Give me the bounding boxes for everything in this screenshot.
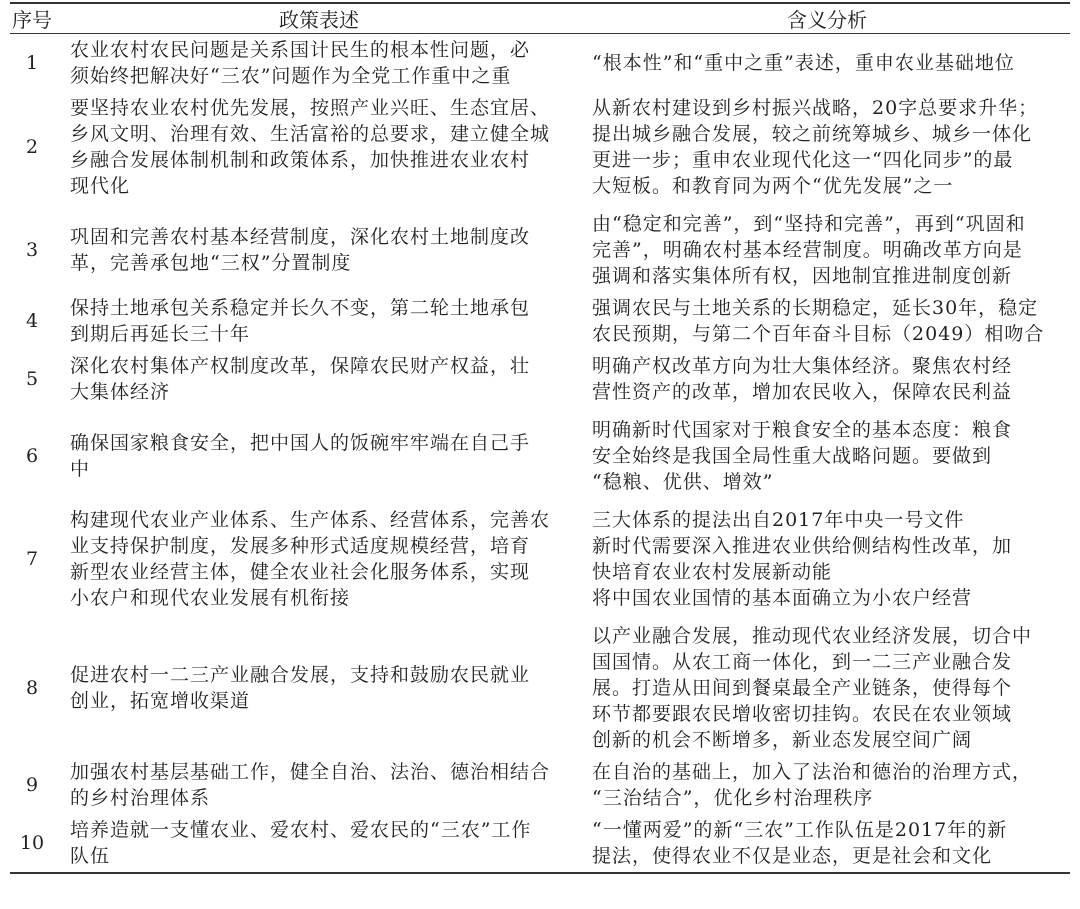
meaning-line: “一懂两爱”的新“三农”工作队伍是2017年的新 <box>592 819 1008 841</box>
policy-statement <box>54 92 584 202</box>
meaning-line: 完善”，明确农村基本经营制度。明确改革方向是 <box>592 239 1023 261</box>
meaning-line: 强调和落实集体所有权，因地制宜推进制度创新 <box>592 265 1013 287</box>
header-number: 序号 <box>10 3 54 34</box>
meaning-line: 新时代需要深入推进农业供给侧结构性改革，加 <box>592 535 1013 557</box>
meaning-line: 营性资产的改革，增加农民收入，保障农民利益 <box>592 381 1013 403</box>
table-row <box>10 614 1070 756</box>
meaning-line: 强调农民与土地关系的长期稳定，延长30年，稳定 <box>592 297 1039 319</box>
meaning-line: 明确产权改革方向为壮大集体经济。聚焦农村经 <box>592 355 1013 377</box>
meaning-line: 以产业融合发展，推动现代农业经济发展，切合中 <box>592 625 1033 647</box>
policy-statement <box>54 202 584 292</box>
policy-statement <box>54 756 584 814</box>
row-number: 5 <box>25 368 39 390</box>
policy-statement <box>54 408 584 498</box>
meaning-analysis <box>584 292 1070 350</box>
meaning-line: 从新农村建设到乡村振兴战略，20字总要求升华； <box>592 97 1039 119</box>
policy-line: 队伍 <box>70 845 111 867</box>
policy-line: 到期后再延长三十年 <box>70 323 251 345</box>
header-meaning: 含义分析 <box>584 3 1070 34</box>
meaning-line: 更进一步；重申农业现代化这一“四化同步”的最 <box>592 149 1014 171</box>
policy-line: 革，完善承包地“三权”分置制度 <box>70 252 352 274</box>
row-number: 7 <box>25 548 39 570</box>
meaning-analysis <box>584 408 1070 498</box>
meaning-line: 三大体系的提法出自2017年中央一号文件 <box>592 509 965 531</box>
table-row <box>10 498 1070 614</box>
meaning-analysis <box>584 202 1070 292</box>
row-number: 9 <box>25 774 39 796</box>
policy-line: 农业农村农民问题是关系国计民生的根本性问题，必 <box>70 39 531 61</box>
policy-statement <box>54 350 584 408</box>
meaning-line: 由“稳定和完善”，到“坚持和完善”，再到“巩固和 <box>592 213 1026 235</box>
policy-statement <box>54 498 584 614</box>
meaning-line: 快培育农业农村发展新动能 <box>592 561 833 583</box>
policy-line: 加强农村基层基础工作，健全自治、法治、德治相结合 <box>70 761 551 783</box>
table-row <box>10 202 1070 292</box>
policy-line: 乡风文明、治理有效、生活富裕的总要求，建立健全城 <box>70 123 551 145</box>
meaning-line: 提出城乡融合发展，较之前统筹城乡、城乡一体化 <box>592 123 1033 145</box>
policy-line: 新型农业经营主体，健全农业社会化服务体系，实现 <box>70 561 531 583</box>
policy-line: 业支持保护制度，发展多种形式适度规模经营，培育 <box>70 535 531 557</box>
policy-line: 培养造就一支懂农业、爱农村、爱农民的“三农”工作 <box>70 819 532 841</box>
policy-line: 确保国家粮食安全，把中国人的饭碗牢牢端在自己手 <box>70 432 531 454</box>
row-number: 6 <box>25 445 39 467</box>
policy-line: 中 <box>70 458 91 480</box>
meaning-analysis <box>584 498 1070 614</box>
policy-statement <box>54 292 584 350</box>
row-number: 1 <box>25 52 39 74</box>
meaning-analysis <box>584 614 1070 756</box>
meaning-line: 农民预期，与第二个百年奋斗目标（2049）相吻合 <box>592 323 1045 345</box>
policy-statement <box>54 614 584 756</box>
policy-line: 小农户和现代农业发展有机衔接 <box>70 587 351 609</box>
row-number: 3 <box>25 239 39 261</box>
meaning-line: “稳粮、优供、增效” <box>592 471 774 493</box>
policy-line: 乡融合发展体制机制和政策体系，加快推进农业农村 <box>70 149 531 171</box>
policy-line: 要坚持农业农村优先发展，按照产业兴旺、生态宜居、 <box>70 97 551 119</box>
meaning-line: 展。打造从田间到餐桌最全产业链条，使得每个 <box>592 677 1013 699</box>
meaning-line: 将中国农业国情的基本面确立为小农户经营 <box>592 587 973 609</box>
table-row <box>10 92 1070 202</box>
policy-line: 创业，拓宽增收渠道 <box>70 690 251 712</box>
row-number: 8 <box>25 677 39 699</box>
header-policy: 政策表述 <box>54 3 584 34</box>
table-row <box>10 350 1070 408</box>
policy-line: 构建现代农业产业体系、生产体系、经营体系，完善农 <box>70 509 551 531</box>
table-row <box>10 292 1070 350</box>
row-number: 10 <box>19 832 45 854</box>
policy-statement <box>54 34 584 93</box>
meaning-line: 明确新时代国家对于粮食安全的基本态度：粮食 <box>592 419 1013 441</box>
meaning-analysis <box>584 756 1070 814</box>
policy-table <box>10 2 1070 874</box>
policy-line: 须始终把解决好“三农”问题作为全党工作重中之重 <box>70 65 512 87</box>
row-number: 2 <box>25 136 39 158</box>
meaning-line: 安全始终是我国全局性重大战略问题。要做到 <box>592 445 993 467</box>
policy-line: 保持土地承包关系稳定并长久不变，第二轮土地承包 <box>70 297 531 319</box>
policy-statement <box>54 814 584 873</box>
meaning-analysis <box>584 92 1070 202</box>
meaning-analysis <box>584 350 1070 408</box>
meaning-line: 国国情。从农工商一体化，到一二三产业融合发 <box>592 651 1013 673</box>
table-body <box>10 34 1070 874</box>
table-row <box>10 756 1070 814</box>
policy-line: 深化农村集体产权制度改革，保障农民财产权益，壮 <box>70 355 531 377</box>
table-row <box>10 408 1070 498</box>
meaning-analysis <box>584 814 1070 873</box>
policy-line: 的乡村治理体系 <box>70 787 211 809</box>
meaning-line: 在自治的基础上，加入了法治和德治的治理方式， <box>592 761 1033 783</box>
meaning-line: 创新的机会不断增多，新业态发展空间广阔 <box>592 729 973 751</box>
header-row <box>10 3 1070 34</box>
policy-line: 促进农村一二三产业融合发展，支持和鼓励农民就业 <box>70 664 531 686</box>
meaning-line: 提法，使得农业不仅是业态，更是社会和文化 <box>592 845 993 867</box>
meaning-line: 环节都要跟农民增收密切挂钩。农民在农业领域 <box>592 703 1013 725</box>
meaning-line: 大短板。和教育同为两个“优先发展”之一 <box>592 175 954 197</box>
table-row <box>10 814 1070 873</box>
policy-document <box>10 0 1070 874</box>
policy-line: 现代化 <box>70 175 131 197</box>
policy-line: 巩固和完善农村基本经营制度，深化农村土地制度改 <box>70 226 531 248</box>
meaning-line: “根本性”和“重中之重”表述，重申农业基础地位 <box>592 52 1015 74</box>
policy-line: 大集体经济 <box>70 381 171 403</box>
table-row <box>10 34 1070 93</box>
row-number: 4 <box>25 310 39 332</box>
meaning-analysis <box>584 34 1070 93</box>
meaning-line: “三治结合”，优化乡村治理秩序 <box>592 787 874 809</box>
